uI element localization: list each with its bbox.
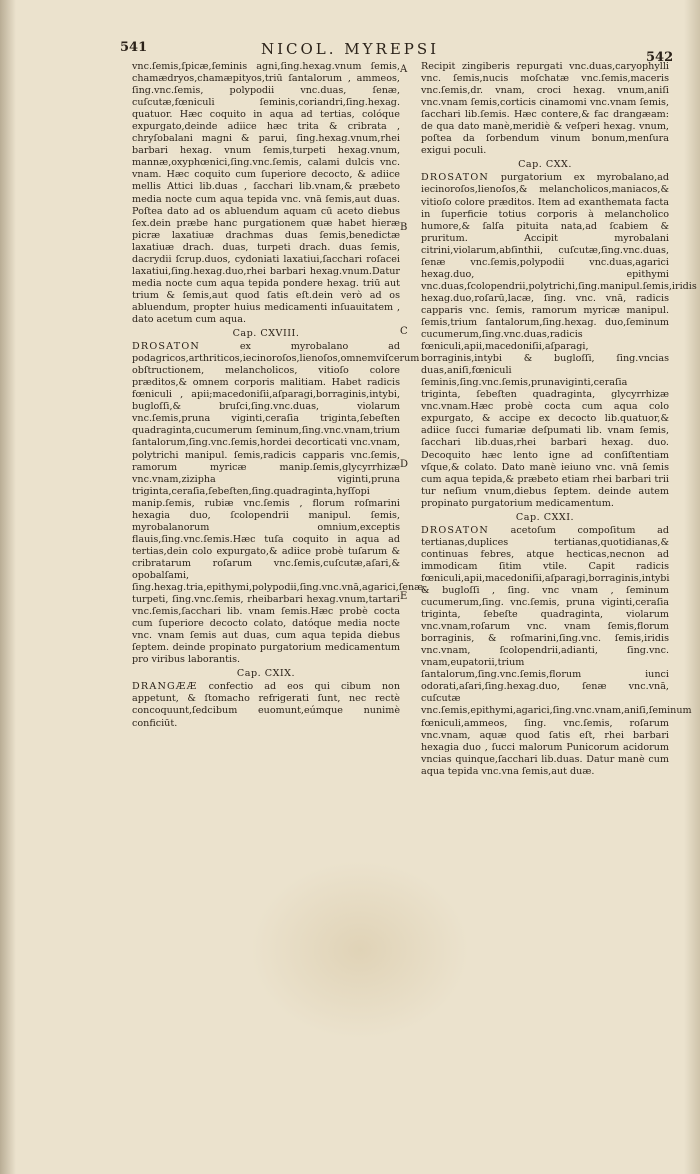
- chapter-heading: Cap. CXX.: [518, 159, 572, 171]
- margin-letter: D: [400, 459, 409, 470]
- recipe-text: confectio ad eos qui cibum non appetunt, & ſtomacho refrigerati ſunt, nec rectè concoquunt,ſedcibum euomunt,eúmque nunimè conficiūt.: [132, 681, 400, 729]
- left-page-number: 541: [120, 40, 148, 55]
- margin-letter: C: [400, 326, 408, 337]
- margin-letter: B: [400, 222, 408, 233]
- recipe-lead-word: DROSATON: [132, 341, 201, 353]
- recipe-lead-word: DRANGÆÆ: [132, 681, 198, 693]
- margin-letter: A: [400, 64, 408, 75]
- recipe-lead-word: DROSATON: [421, 172, 490, 184]
- chapter-paragraph: [421, 172, 697, 509]
- right-page-number: 542: [646, 50, 674, 65]
- recipe-text: acetoſum compoſitum ad tertianas,duplices tertianas,quotidianas,& continuas febres, atque hecticas,necnon ad immodicam ſitim vtile. Capit radicis fœniculi,apii,macedoniſii,aſparagi,borraginis,intybi & bugloſſi , ſing. vnc vnam , ſeminum cucumerum,ſing. vnc.ſemis, pruna viginti,ceraſia triginta, ſebeſte quadraginta, violarum vnc.vnam,roſarum vnc. vnam ſemis,florum borraginis, & roſmarini,ſing.vnc. ſemis,iridis vnc.vnam, ſcolopendrii,adianti, ſing.vnc. vnam,eupatorii,trium ſantalorum,ſing.vnc.ſemis,florum iunci odorati,aſari,ſing.hexag.duo, ſenæ vnc.vnā, cuſcutæ vnc.ſemis,epithymi,agarici,ſing.vnc.vnam,aniſi,ſeminum fœniculi,ammeos, ſing. vnc.ſemis, roſarum vnc.vnam, aquæ quod ſatis eſt, rhei barbari hexagia duo , ſucci malorum Punicorum acidorum vncias quinque,ſacchari lib.duas. Datur manè cum aqua tepida vnc.vna ſemis,aut duæ.: [421, 524, 692, 777]
- recipe-text: purgatorium ex myrobalano,ad iecinoroſos,lienoſos,& melancholicos,maniacos,& vitioſo colore præditos. Item ad exanthemata facta in ſuperficie totius corporis à melancholico humore,& ſalſa pituita nata,ad ſcabiem & pruritum. Accipit myrobalani citrini,violarum,abſinthii, cuſcutæ,ſing.vnc.duas, ſenæ vnc.ſemis,polypodii vnc.duas,agarici hexag.duo, epithymi vnc.duas,ſcolopendrii,polytrichi,ſing.manipul.ſemis,iridis hexag.duo,roſarū,lacæ, ſing. vnc. vnā, radicis capparis vnc. ſemis, ramorum myricæ manipul. ſemis,trium ſantalorum,ſing.hexag. duo,ſeminum cucumerum,ſing.vnc.duas,radicis fœniculi,apii,macedoniſii,aſparagi, borraginis,intybi & bugloſſi, ſing.vncias duas,aniſi,fœniculi ſeminis,ſing.vnc.ſemis,prunaviginti,ceraſia triginta, ſebeſten quadraginta, glycyrrhizæ vnc.vnam.Hæc probè cocta cum aqua colo expurgato, & accipe ex decocto lib.quatuor,& adiice ſucci fumariæ deſpumati lib. vnam ſemis, ſacchari lib.duas,rhei barbari hexag. duo. Decoquito hæc lento igne ad conſiſtentiam vſque,& colato. Dato manè ieiuno vnc. vnā ſemis cum aqua tepida,& præbeto etiam rhei barbari trii tur neſium vnum,diebus ſeptem. deinde autem propinato purgatorium medicamentum.: [421, 172, 697, 509]
- recipe-lead-word: DROSATON: [421, 524, 490, 536]
- right-column: [421, 61, 697, 778]
- page-gutter-shadow: [0, 0, 16, 1174]
- margin-letter: E: [400, 591, 408, 602]
- chapter-heading: Cap. CXXI.: [515, 511, 575, 523]
- paper-stain: [250, 860, 470, 1040]
- chapter-paragraph: [421, 524, 692, 778]
- continuation-paragraph: vnc.ſemis,ſpicæ,ſeminis agni,ſing.hexag.vnum ſemis, chamædryos,chamæpityos,triū ſantalorum , ammeos, ſing.vnc.ſemis, polypodii vnc.duas, ſenæ, cuſcutæ,fœniculi ſeminis,coriandri,ſing.hexag. quatuor. Hæc coquito in aqua ad tertias, colóque expurgato,deinde adiice hæc trita & cribrata , chryſobalani magni & parui, ſing.hexag.vnum,rhei barbari hexag. vnum ſemis,turpeti hexag.vnum, mannæ,oxyphœnici,ſing.vnc.ſemis, calami dulcis vnc. vnam. Hæc coquito cum ſuperiore decocto, & adiice mellis Attici lib.duas , ſacchari lib.vnam,& præbeto media nocte cum aqua tepida vnc. vnā ſemis,aut duas. Poſtea dato ad os abluendum aquam cū aceto diebus ſex.dein præbe hanc purgationem quæ habet hieræ picræ laxatiuæ drachmas duas ſemis,benedictæ laxatiuæ drach. duas, turpeti drach. duas ſemis, dacrydii ſcrup.duos, cydoniati laxatiui,ſacchari roſacei laxatiui,ſing.hexag.duo,rhei barbari hexag.vnum.Datur media nocte cum aqua tepida pondere hexag. triū aut trium & ſemis,aut quod ſatis eſt.dein verò ad os abluendum, propter huius medicamenti inſuauitatem , dato acetum cum aqua.: [132, 61, 400, 325]
- recipe-text: ex myrobalano ad podagricos,arthriticos,iecinoroſos,lienoſos,omnemviſcerum obſtructionem, melancholicos, vitioſo colore præditos,& omnem corporis malitiam. Habet radicis fœniculi , apii;macedoniſii,aſparagi,borraginis,intybi, bugloſſi,& bruſci,ſing.vnc.duas, violarum vnc.ſemis,pruna viginti,ceraſia triginta,ſebeſten quadraginta,cucumerum ſeminum,ſing.vnc.vnam,trium ſantalorum,ſing.vnc.ſemis,hordei decorticati vnc.vnam, polytrichi manipul. ſemis,radicis capparis vnc.ſemis, ramorum myricæ manip.ſemis,glycyrrhizæ vnc.vnam,ziziphа viginti,pruna triginta,ceraſia,ſebeſten,ſing.quadraginta,hyſſopi manip.ſemis, rubiæ vnc.ſemis , florum roſmarini hexagia duo, ſcolopendrii manipul. ſemis, myrobalanorum omnium,exceptis flauis,ſing.vnc.ſemis.Hæc tuſa coquito in aqua ad tertias,dein colo expurgato,& adiice probè tuſarum & cribratarum roſarum vnc.ſemis,cuſcutæ,aſari,& opobalſami, ſing.hexag.tria,epithymi,polypodii,ſing.vnc.vnā,agarici,ſenæ, turpeti, ſing.vnc.ſemis, rheibarbari hexag.vnum,tartari vnc.ſemis,ſacchari lib. vnam ſemis.Hæc probè cocta cum ſuperiore decocto colato, datóque media nocte vnc. vnam ſemis aut duas, cum aqua tepida diebus ſeptem. deinde propinato purgatorium medicamentum pro viribus laborantis.: [132, 341, 427, 666]
- left-column: [132, 61, 427, 730]
- running-head: NICOL. MYREPSI: [260, 40, 440, 58]
- chapter-heading: Cap. CXVIII.: [232, 328, 300, 340]
- continuation-paragraph: Recipit zingiberis repurgati vnc.duas,caryophylli vnc. ſemis,nucis moſchatæ vnc.ſemis,maceris vnc.ſemis,dr. vnam, croci hexag. vnum,aniſi vnc.vnam ſemis,corticis cinamomi vnc.vnam ſemis, ſacchari lib.ſemis. Hæc contere,& fac drangæam: de qua dato manè,meridiè & veſperi hexag. vnum, poſtea da ſorbendum vinum bonum,menſura exigui poculi.: [421, 61, 669, 157]
- page-edge-shadow: [684, 0, 700, 1174]
- chapter-paragraph: [132, 341, 427, 666]
- chapter-paragraph: [132, 681, 400, 729]
- chapter-heading: Cap. CXIX.: [236, 668, 296, 680]
